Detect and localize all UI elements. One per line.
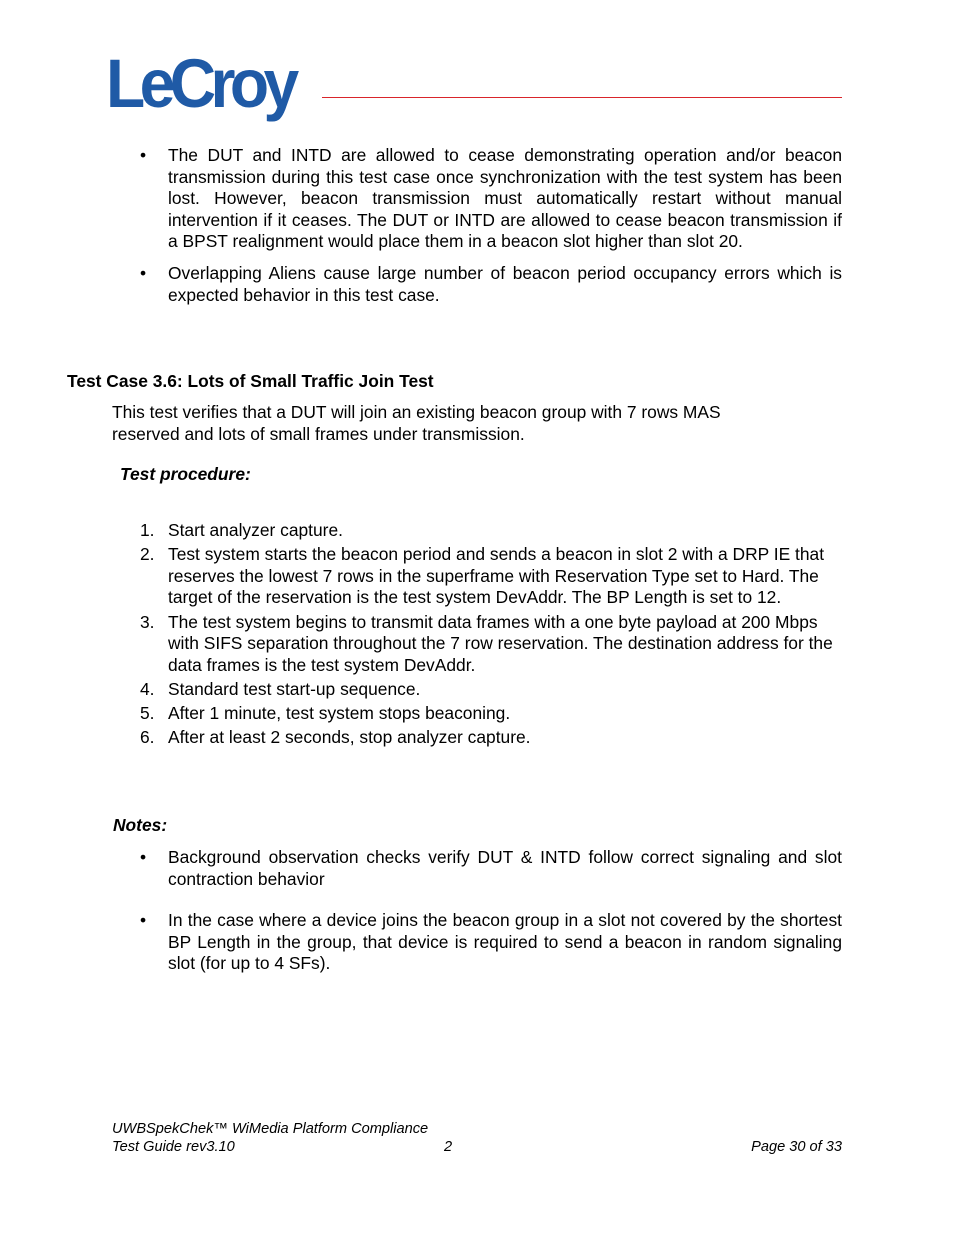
header-rule bbox=[322, 97, 842, 98]
notes-heading: Notes: bbox=[113, 815, 168, 835]
footer-page-number: 2 bbox=[444, 1139, 453, 1155]
step-number: 5. bbox=[140, 703, 155, 724]
procedure-steps bbox=[140, 520, 842, 749]
list-item bbox=[140, 263, 842, 306]
top-bullet-list bbox=[140, 145, 842, 306]
step-number: 4. bbox=[140, 678, 155, 699]
bullet-text: The DUT and INTD are allowed to cease demonstrating operation and/or beacon transmission during this test case once synchronization with the test system has been lost. However, beacon transmission must automatically restart without manual intervention if it ceases. The DUT or INTD are allowed to cease beacon transmission if a BPST realignment would place them in a beacon slot higher than slot 20. bbox=[168, 145, 842, 252]
notes-bullet-list bbox=[140, 847, 842, 975]
list-item bbox=[140, 544, 842, 609]
footer-page-label: Page 30 of 33 bbox=[751, 1139, 842, 1155]
list-item bbox=[140, 910, 842, 975]
list-item bbox=[140, 703, 842, 725]
bullet-icon: • bbox=[140, 262, 147, 283]
step-text: Test system starts the beacon period and sends a beacon in slot 2 with a DRP IE that reserves the lowest 7 rows in the superframe with Reservation Type set to Hard. The target of the reservation is the test system DevAddr. The BP Length is set to 12. bbox=[168, 544, 825, 608]
step-number: 3. bbox=[140, 611, 155, 632]
step-number: 2. bbox=[140, 544, 155, 565]
page-footer bbox=[112, 1120, 842, 1156]
procedure-heading: Test procedure: bbox=[120, 464, 251, 484]
bullet-icon: • bbox=[140, 910, 147, 931]
bullet-icon: • bbox=[140, 847, 147, 867]
list-item bbox=[140, 520, 842, 542]
step-text: Start analyzer capture. bbox=[168, 520, 343, 540]
bullet-icon: • bbox=[140, 145, 147, 165]
note-text: In the case where a device joins the beacon group in a slot not covered by the shortest BP Length in the group, that device is required to send a beacon in random signaling slot (for up to 4 SFs). bbox=[168, 910, 842, 974]
note-text: Background observation checks verify DUT & INTD follow correct signaling and slot contraction behavior bbox=[168, 847, 842, 889]
step-number: 1. bbox=[140, 520, 155, 540]
footer-doc-title: UWBSpekChek™ WiMedia Platform Compliance bbox=[112, 1121, 429, 1137]
list-item bbox=[140, 679, 842, 701]
step-text: Standard test start-up sequence. bbox=[168, 678, 421, 699]
section-heading: Test Case 3.6: Lots of Small Traffic Join Test bbox=[67, 371, 434, 391]
step-text: The test system begins to transmit data frames with a one byte payload at 200 Mbps with SIFS separation throughout the 7 row reservation. The destination address for the data frames is the test system DevAddr. bbox=[168, 611, 833, 675]
step-text: After 1 minute, test system stops beaconing. bbox=[168, 703, 511, 724]
list-item bbox=[140, 145, 842, 253]
list-item bbox=[140, 612, 842, 677]
bullet-text: Overlapping Aliens cause large number of beacon period occupancy errors which is expected behavior in this test case. bbox=[168, 262, 842, 305]
list-item bbox=[140, 847, 842, 890]
lecroy-logo: LeCroy bbox=[106, 45, 294, 122]
step-text: After at least 2 seconds, stop analyzer capture. bbox=[168, 727, 531, 748]
list-item bbox=[140, 727, 842, 749]
footer-doc-version: Test Guide rev3.10 bbox=[112, 1139, 235, 1155]
section-intro: This test verifies that a DUT will join an existing beacon group with 7 rows MAS reserved and lots of small frames under transmission. bbox=[112, 402, 721, 444]
step-number: 6. bbox=[140, 727, 155, 748]
